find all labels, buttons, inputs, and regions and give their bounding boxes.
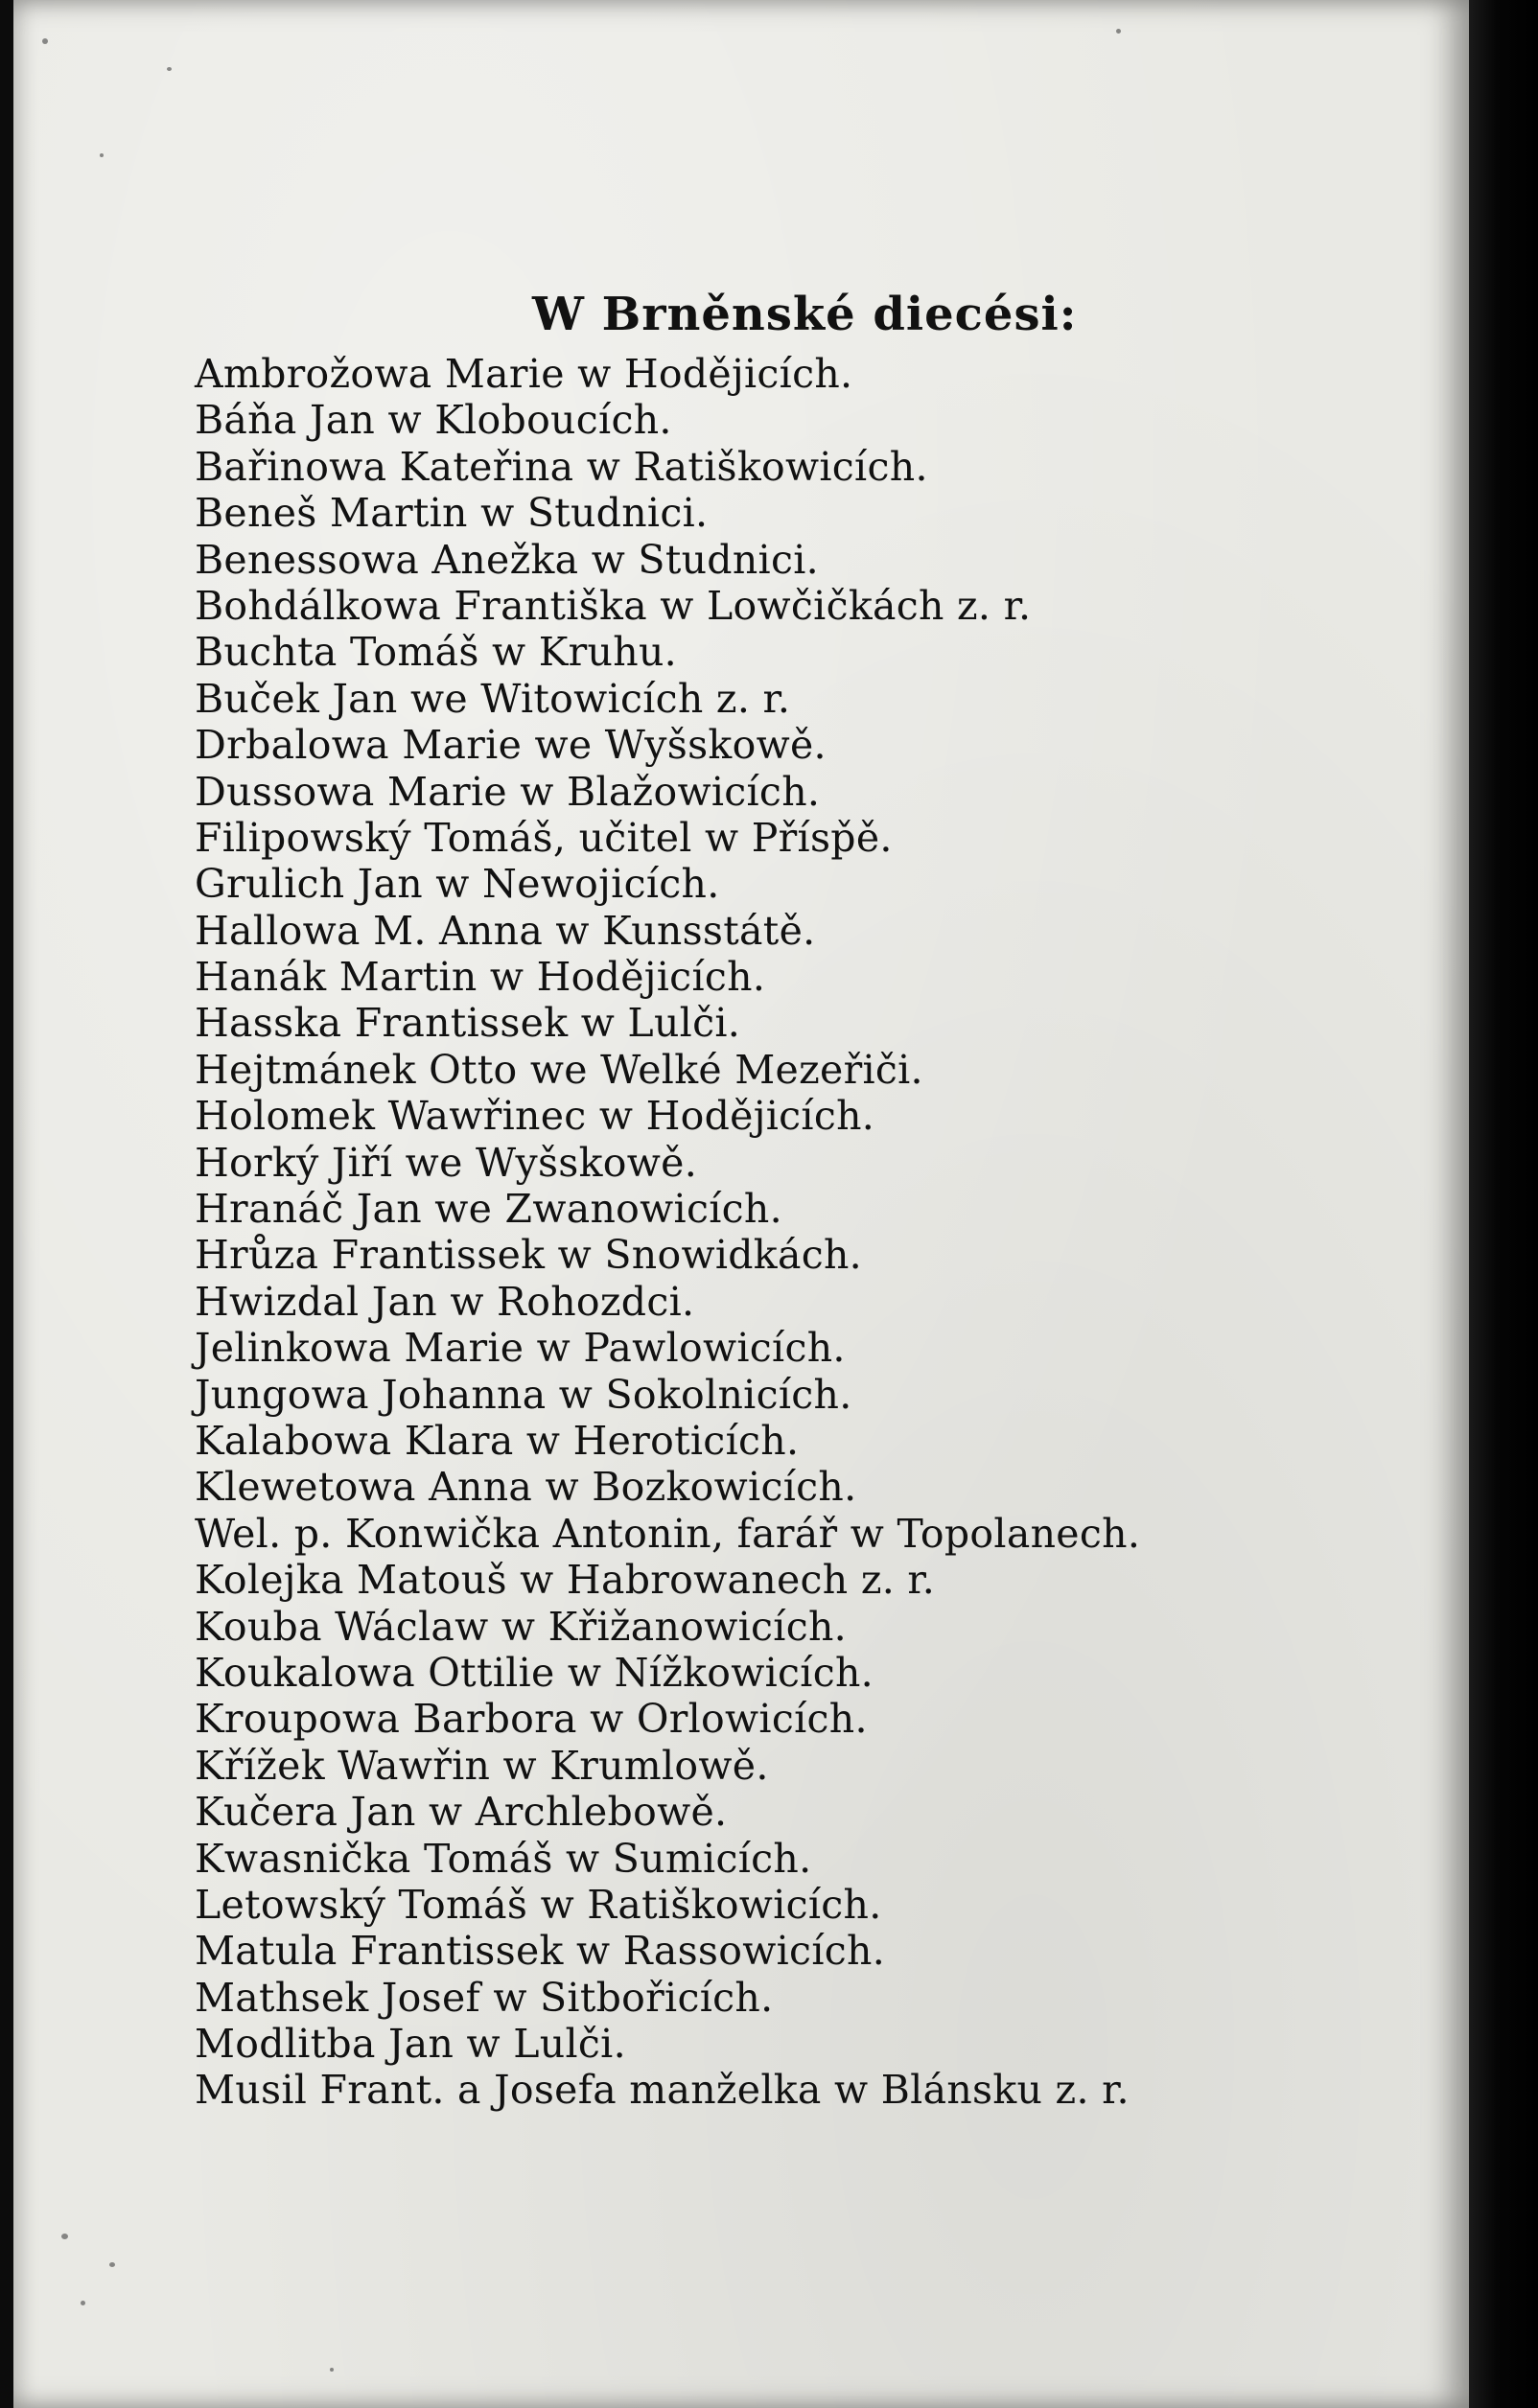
list-item: Hwizdal Jan w Rohozdci. (195, 1278, 695, 1325)
list-item: Buček Jan we Witowicích z. r. (195, 675, 791, 722)
paper-speck (1116, 29, 1121, 34)
list-item: Báňa Jan w Kloboucích. (195, 397, 672, 444)
list-item: Beneš Martin w Studnici. (195, 490, 709, 537)
list-item: Hanák Martin w Hodějicích. (195, 954, 766, 1001)
paper-speck (109, 2262, 115, 2267)
list-item: Kalabowa Klara w Heroticích. (195, 1417, 800, 1464)
paper-speck (42, 38, 48, 44)
list-item: Hranáč Jan we Zwanowicích. (195, 1186, 782, 1233)
list-item: Wel. p. Konwička Antonin, farář w Topolanech. (195, 1510, 1141, 1557)
list-item: Koukalowa Ottilie w Nížkowicích. (195, 1649, 874, 1696)
list-item: Hasska Frantissek w Lulči. (195, 1000, 741, 1047)
list-item: Modlitba Jan w Lulči. (195, 2021, 626, 2068)
list-item: Hallowa M. Anna w Kunsstátě. (195, 907, 816, 954)
list-item: Horký Jiří we Wyšskowě. (195, 1139, 698, 1186)
paper-speck (330, 2368, 334, 2372)
list-item: Bařinowa Kateřina w Ratiškowicích. (195, 443, 928, 490)
donor-list (195, 351, 1432, 2114)
list-item: Jelinkowa Marie w Pawlowicích. (195, 1325, 846, 1372)
list-item: Grulich Jan w Newojicích. (195, 861, 720, 908)
list-item: Kolejka Matouš w Habrowanech z. r. (195, 1557, 936, 1604)
list-item: Drbalowa Marie we Wyšskowě. (195, 722, 827, 769)
list-item: Hrůza Frantissek w Snowidkách. (195, 1232, 862, 1279)
paper-speck (167, 67, 172, 71)
list-item: Křížek Wawřin w Krumlowě. (195, 1742, 769, 1789)
paper-speck (81, 2301, 85, 2305)
list-item: Kouba Wáclaw w Křižanowicích. (195, 1603, 847, 1650)
list-item: Kwasnička Tomáš w Sumicích. (195, 1835, 812, 1882)
list-item: Ambrožowa Marie w Hodějicích. (195, 351, 853, 397)
list-item: Bohdálkowa Františka w Lowčičkách z. r. (195, 582, 1032, 629)
scan-dark-edge (1469, 0, 1538, 2408)
list-item: Kroupowa Barbora w Orlowicích. (195, 1696, 868, 1743)
paper-speck (100, 153, 104, 157)
list-item: Matula Frantissek w Rassowicích. (195, 1928, 886, 1975)
section-heading: W Brněnské diecési: (532, 288, 1078, 341)
list-item: Letowský Tomáš w Ratiškowicích. (195, 1881, 882, 1928)
list-item: Mathsek Josef w Sitbořicích. (195, 1974, 774, 2021)
list-item: Filipowský Tomáš, učitel w Přísp̌ě. (195, 814, 893, 861)
list-item: Dussowa Marie w Blažowicích. (195, 768, 821, 815)
list-item: Jungowa Johanna w Sokolnicích. (195, 1371, 852, 1418)
list-item: Musil Frant. a Josefa manželka w Blánsku z. r. (195, 2067, 1130, 2114)
list-item: Holomek Wawřinec w Hodějicích. (195, 1093, 875, 1140)
list-item: Kučera Jan w Archlebowě. (195, 1789, 728, 1836)
paper-speck (61, 2234, 68, 2239)
list-item: Benessowa Anežka w Studnici. (195, 536, 819, 583)
list-item: Hejtmánek Otto we Welké Mezeřiči. (195, 1046, 923, 1093)
list-item: Klewetowa Anna w Bozkowicích. (195, 1464, 857, 1511)
list-item: Buchta Tomáš w Kruhu. (195, 629, 678, 676)
